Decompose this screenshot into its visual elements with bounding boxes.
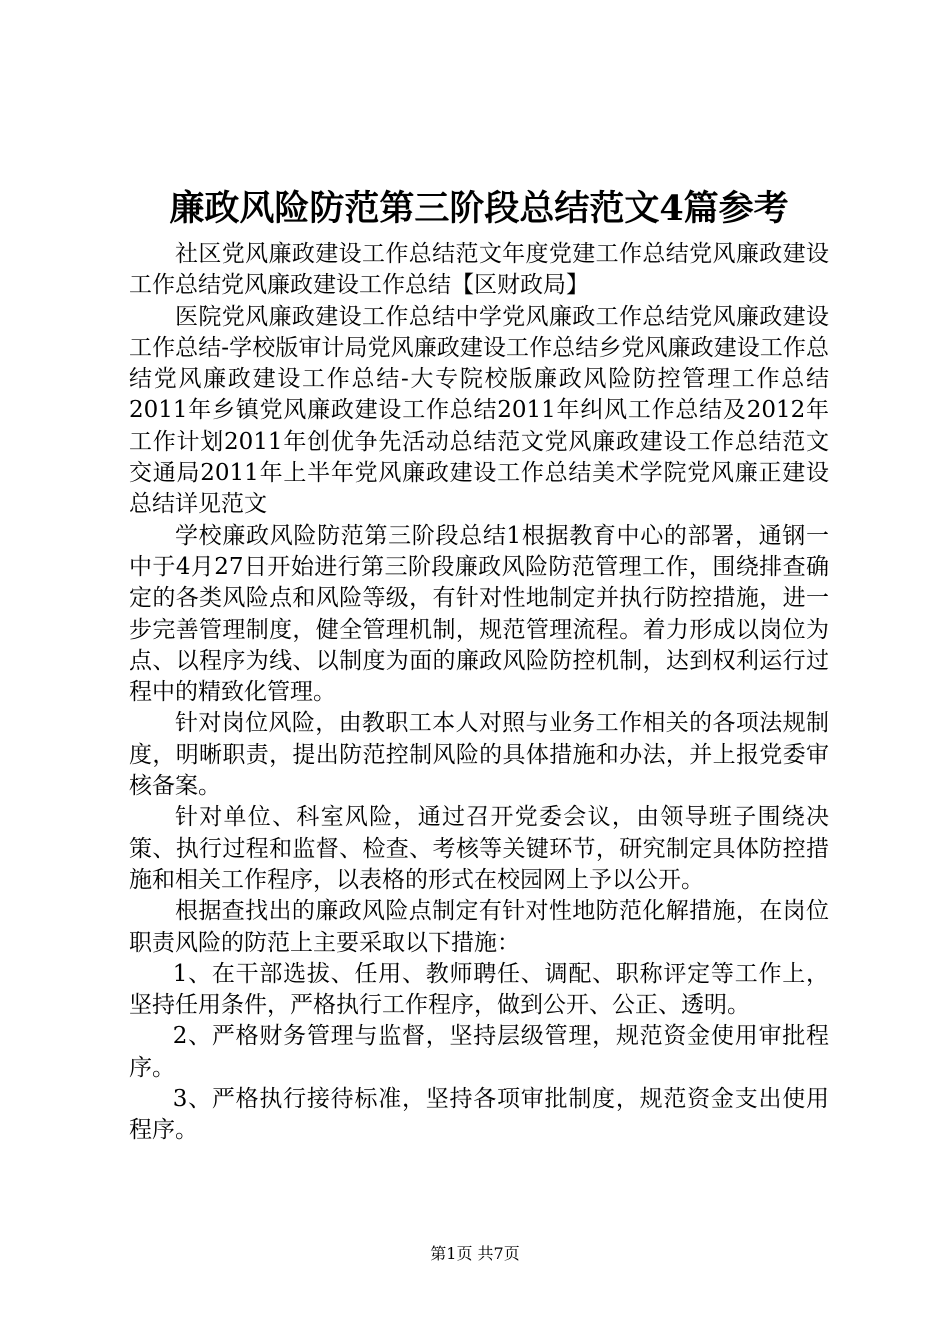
paragraph-6: 根据查找出的廉政风险点制定有针对性地防范化解措施，在岗位职责风险的防范上主要采取以下措施： [129, 898, 829, 956]
paragraph-2: 医院党风廉政建设工作总结中学党风廉政工作总结党风廉政建设工作总结-学校版审计局党风廉政建设工作总结乡党风廉政建设工作总结党风廉政建设工作总结-大专院校版廉政风险防控管理工作总结2011年乡镇党风廉政建设工作总结2011年纠风工作总结及2012年工作计划2011年创优争先活动总结范文党风廉政建设工作总结范文交通局2011年上半年党风廉政建设工作总结美术学院党风廉正建设总结详见范文 [129, 303, 829, 518]
page-number-footer: 第1页 共7页 [430, 1244, 520, 1263]
document-page [129, 185, 829, 1147]
paragraph-1: 社区党风廉政建设工作总结范文年度党建工作总结党风廉政建设工作总结党风廉政建设工作总结【区财政局】 [129, 241, 829, 299]
list-item-1: 1、在干部选拔、任用、教师聘任、调配、职称评定等工作上，坚持任用条件，严格执行工作程序，做到公开、公正、透明。 [129, 960, 829, 1019]
list-item-2: 2、严格财务管理与监督，坚持层级管理，规范资金使用审批程序。 [129, 1023, 829, 1081]
paragraph-5: 针对单位、科室风险，通过召开党委会议，由领导班子围绕决策、执行过程和监督、检查、考核等关键环节，研究制定具体防控措施和相关工作程序，以表格的形式在校园网上予以公开。 [129, 804, 829, 893]
list-item-3: 3、严格执行接待标准，坚持各项审批制度，规范资金支出使用程序。 [129, 1086, 829, 1144]
paragraph-3: 学校廉政风险防范第三阶段总结1根据教育中心的部署，通钢一中于4月27日开始进行第三阶段廉政风险防范管理工作，围绕排查确定的各类风险点和风险等级，有针对性地制定并执行防控措施，进一步完善管理制度，健全管理机制，规范管理流程。着力形成以岗位为点、以程序为线、以制度为面的廉政风险防控机制，达到权利运行过程中的精致化管理。 [129, 522, 829, 706]
document-title: 廉政风险防范第三阶段总结范文4篇参考 [169, 188, 789, 229]
paragraph-4: 针对岗位风险，由教职工本人对照与业务工作相关的各项法规制度，明晰职责，提出防范控制风险的具体措施和办法，并上报党委审核备案。 [129, 710, 829, 800]
